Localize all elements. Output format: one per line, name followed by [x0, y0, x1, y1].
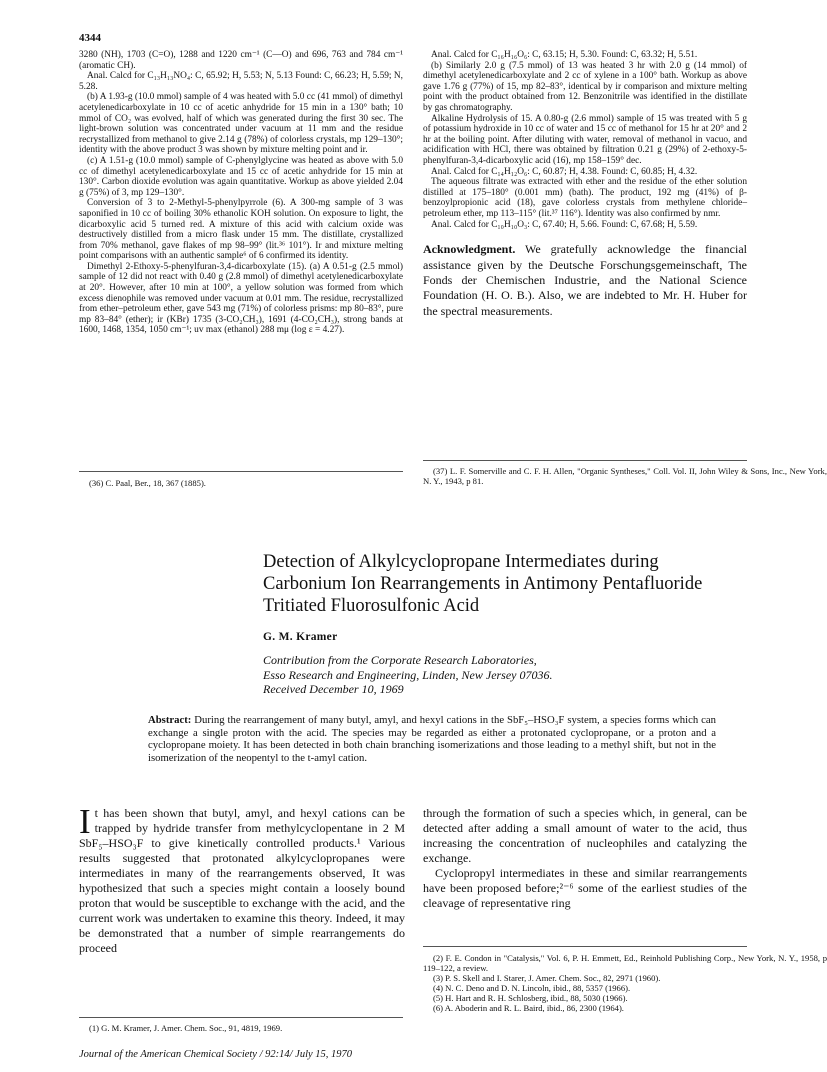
left-column-experimental	[79, 50, 403, 336]
journal-footer: Journal of the American Chemical Society / 92:14/ July 15, 1970	[79, 1049, 353, 1060]
affiliation	[263, 653, 763, 697]
footnote-rule	[79, 471, 403, 472]
acknowledgment-text: We gratefully acknowledge the financial assistance given by the Deutsche Forschungsgemeinschaft, The Fonds der Chemischen Industrie, and the National Science Foundation (H. O. B.). Also, we are indebted to Mr. H. Huber for the spectral measurements.	[423, 242, 747, 318]
footnote-37: (37) L. F. Somerville and C. F. H. Allen, "Organic Syntheses," Coll. Vol. II, John Wiley & Sons, Inc., New York, N. Y., 1943, p 81.	[423, 466, 827, 486]
body-left-column	[79, 802, 405, 956]
received-date: Received December 10, 1969	[263, 682, 404, 697]
title-line: Detection of Alkylcyclopropane Intermediates during	[263, 552, 659, 572]
footnote-36: (36) C. Paal, Ber., 18, 367 (1885).	[89, 478, 206, 488]
footnote-5: (5) H. Hart and R. H. Schlosberg, ibid., 88, 5030 (1966).	[433, 993, 628, 1003]
paragraph: Anal. Calcd for C₁₄H₁₂O₆: C, 60.87; H, 4.38. Found: C, 60.85; H, 4.32.	[431, 166, 698, 177]
paragraph: (b) A 1.93-g (10.0 mmol) sample of 4 was heated with 5.0 cc (41 mmol) of dimethyl acetylenedicarboxylate in 10 cc of acetic anhydride for 15 min in a 130° bath; 10 mmol of CO₂ was evolved, half of which was generated during the first 30 sec. The light-brown solution was concentrated under vacuum at 11 mm and the residue recrystallized from methanol to give 2.14 g (78%) of colorless crystals, mp 129–130°; identity with the above product 3 was shown by mixture melting point and ir.	[79, 92, 403, 156]
affiliation-line: Esso Research and Engineering, Linden, New Jersey 07036.	[263, 667, 553, 682]
paragraph: (c) A 1.51-g (10.0 mmol) sample of C-phenylglycine was heated as above with 5.0 cc of dimethyl acetylenedicarboxylate and 15 cc of acetic anhydride for 15 min at 130°. Carbon dioxide evolution was again quantitative. Workup as above yielded 2.04 g (75%) of 3, mp 129–130°.	[79, 155, 403, 198]
footnote-rule	[423, 460, 747, 461]
paragraph: Anal. Calcd for C₁₆H₁₆O₆: C, 63.15; H, 5.30. Found: C, 63.32; H, 5.51.	[431, 50, 698, 60]
acknowledgment	[423, 242, 747, 319]
footnote-6: (6) A. Aboderin and R. L. Baird, ibid., 86, 2300 (1964).	[433, 1003, 624, 1013]
author: G. M. Kramer	[263, 631, 338, 643]
affiliation-line: Contribution from the Corporate Research Laboratories,	[263, 653, 537, 667]
paragraph: Alkaline Hydrolysis of 15. A 0.80-g (2.6 mmol) sample of 15 was treated with 5 g of potassium hydroxide in 10 cc of water and 15 cc of methanol for 15 hr at 20° and 2 hr at the boiling point. After diluting with water, removal of methanol in vacuo, and acidification with HCl, there was obtained by filtration 0.21 g (29%) of 2-ethoxy-5-phenylfuran-3,4-dicarboxylic acid (16), mp 158–159° dec.	[423, 113, 747, 166]
acknowledgment-heading: Acknowledgment.	[423, 242, 516, 257]
article-title	[263, 551, 763, 617]
paragraph: Conversion of 3 to 2-Methyl-5-phenylpyrrole (6). A 300-mg sample of 3 was saponified in 10 cc of boiling 30% ethanolic KOH solution. On exposure to light, the dicarboxylic acid 5 turned red. A mixture of this acid with calcium oxide was destructively distilled from a micro flask under 15 mm. The distillate, crystallized from 70% methanol, gave flakes of mp 98–99° (lit.³⁶ 101°). Ir and mixture melting point comparisons with an authentic sample⁶ of 6 confirmed its identity.	[79, 198, 403, 262]
paragraph: The aqueous filtrate was extracted with ether and the residue of the ether solution distilled at 175–180° (0.001 mm) (bath). The product, 192 mg (41%) of β-benzoylpropionic acid (18), gave colorless crystals from methylene chloride–petroleum ether, mp 113–115° (lit.³⁷ 116°). Identity was also confirmed by nmr.	[423, 177, 747, 219]
paragraph: Anal. Calcd for C₁₀H₁₀O₃: C, 67.40; H, 5.66. Found: C, 67.68; H, 5.59.	[431, 219, 698, 230]
footnote-rule	[423, 946, 747, 947]
page-number: 4344	[79, 32, 101, 44]
title-line: Carbonium Ion Rearrangements in Antimony Pentafluoride	[263, 574, 703, 594]
body-paragraph: through the formation of such a species which, in general, can be detected after adding a small amount of water to the acid, thus increasing the concentration of nucleophiles and catalyzing the exchange.	[423, 806, 747, 865]
left-references-block	[79, 1017, 403, 1033]
abstract-text: During the rearrangement of many butyl, amyl, and hexyl cations in the SbF₅–HSO₃F system, a species forms which can exchange a single proton with the acid. The species may be regarded as either a protonated cyclopropane, or a proton and a cyclopropane moiety. It has been detected in both chain branching isomerizations and those leading to a methyl shift, but not in the isomerization of the neopentyl to the t-amyl cation.	[148, 714, 716, 764]
right-footnote-block	[423, 460, 827, 486]
paragraph: 3280 (NH), 1703 (C=O), 1288 and 1220 cm⁻¹ (C—O) and 696, 763 and 784 cm⁻¹ (aromatic CH).	[79, 50, 403, 71]
paragraph: Dimethyl 2-Ethoxy-5-phenylfuran-3,4-dicarboxylate (15). (a) A 0.51-g (2.5 mmol) sample of 12 did not react with 0.40 g (2.8 mmol) of dimethyl acetylenedicarboxylate at 20°. However, after 10 min at 100°, a yellow solution was formed from which excess dienophile was removed under vacuum at 0.01 mm. The residue, recrystallized from ether–petroleum ether, gave 543 mg (71%) of colorless prisms: mp 80–83°, pure mp 83–84° (ether); ir (KBr) 1735 (3-CO₂CH₃), 1691 (4-CO₂CH₃), strong bands at 1600, 1468, 1354, 1050 cm⁻¹; uv max (ethanol) 288 mμ (log ε = 4.27).	[79, 261, 403, 336]
abstract-label: Abstract:	[148, 714, 192, 726]
footnote-rule	[79, 1017, 403, 1018]
right-column-experimental	[423, 50, 747, 319]
abstract	[148, 714, 716, 764]
paragraph: Anal. Calcd for C₁₃H₁₃NO₄: C, 65.92; H, 5.53; N, 5.13 Found: C, 66.23; H, 5.59; N, 5.28.	[79, 71, 403, 92]
footnote-1: (1) G. M. Kramer, J. Amer. Chem. Soc., 91, 4819, 1969.	[89, 1023, 283, 1033]
footnote-4: (4) N. C. Deno and D. N. Lincoln, ibid., 88, 5357 (1966).	[433, 983, 631, 993]
body-paragraph: Cyclopropyl intermediates in these and similar rearrangements have been proposed before;²⁻⁶ some of the earliest studies of the cleavage of representative ring	[423, 866, 747, 910]
paragraph: (b) Similarly 2.0 g (7.5 mmol) of 13 was heated 3 hr with 2.0 g (14 mmol) of dimethyl acetylenedicarboxylate and 2 cc of xylene in a 100° bath. Workup as above gave 1.76 g (77%) of 15, mp 82–83°, identical by ir comparison and mixture melting point with the product obtained from 12. Benzonitrile was identified in the distillate by gas chromatography.	[423, 60, 747, 113]
left-footnote-block	[79, 471, 403, 488]
title-line: Tritiated Fluorosulfonic Acid	[263, 596, 480, 616]
drop-cap: I	[79, 802, 91, 841]
footnote-2: (2) F. E. Condon in "Catalysis," Vol. 6, P. H. Emmett, Ed., Reinhold Publishing Corp., New York, N. Y., 1958, p 119–122, a review.	[423, 953, 827, 973]
body-paragraph	[79, 802, 405, 956]
article-header	[263, 551, 763, 697]
footnote-3: (3) P. S. Skell and I. Starer, J. Amer. Chem. Soc., 82, 2971 (1960).	[433, 973, 661, 983]
body-right-column	[423, 806, 747, 911]
right-references-block	[423, 946, 827, 1013]
body-text: t has been shown that butyl, amyl, and hexyl cations can be trapped by hydride transfer from methylcyclopentane in 2 M SbF₅–HSO₃F to give kinetically controlled products.¹ Various results suggested that protonated alkylcyclopropanes were intermediates in many of the rearrangements observed, It was hypothesized that such a species might contain a loosely bound proton that would be susceptible to exchange with the acid, and the current work was undertaken to examine this theory. Indeed, it may be demonstrated that a number of simple rearrangements do proceed	[79, 806, 405, 955]
